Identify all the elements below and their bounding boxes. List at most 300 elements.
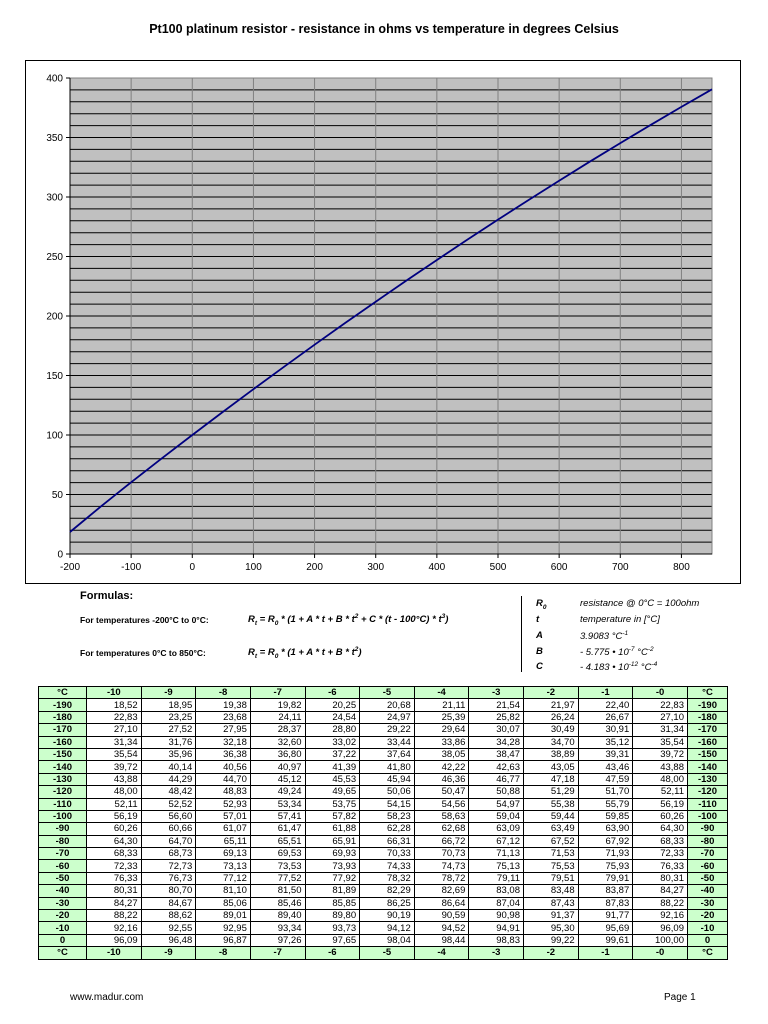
row-temperature-cell: -110 [39,798,87,810]
y-tick-label: 50 [51,490,63,501]
y-tick-label: 350 [46,133,63,144]
row-temperature-cell: -20 [688,910,728,922]
resistance-cell: 32,18 [196,736,251,748]
def-symbol-c: C [536,661,543,672]
row-temperature-cell: -30 [39,897,87,909]
resistance-cell: 30,49 [524,724,579,736]
def-symbol-a: A [536,630,543,641]
resistance-cell: 83,87 [578,885,633,897]
resistance-cell: 74,73 [414,860,469,872]
resistance-cell: 96,09 [87,934,142,946]
def-text-b: - 5.775 • $10^{-7}$ $^\circ C^{-2}$ [580,646,654,659]
resistance-cell: 57,41 [250,810,305,822]
table-header-row [39,687,728,699]
resistance-cell: 90,59 [414,910,469,922]
header-cell: -3 [469,687,524,699]
formula-range2-label: For temperatures 0°C to 850°C: [80,648,206,658]
resistance-cell: 53,75 [305,798,360,810]
resistance-cell: 56,19 [633,798,688,810]
resistance-cell: 28,37 [250,724,305,736]
row-temperature-cell: 0 [688,934,728,946]
header-cell: -10 [87,687,142,699]
resistance-cell: 91,77 [578,910,633,922]
table-row [39,934,728,946]
row-temperature-cell: -160 [688,736,728,748]
resistance-cell: 73,93 [305,860,360,872]
resistance-cell: 69,13 [196,848,251,860]
footer-cell: -3 [469,947,524,959]
resistance-cell: 72,73 [141,860,196,872]
resistance-cell: 55,38 [524,798,579,810]
resistance-cell: 92,55 [141,922,196,934]
resistance-cell: 35,54 [633,736,688,748]
resistance-cell: 77,52 [250,872,305,884]
resistance-cell: 40,56 [196,761,251,773]
header-cell: -2 [524,687,579,699]
resistance-cell: 80,31 [87,885,142,897]
resistance-cell: 27,52 [141,724,196,736]
resistance-cell: 41,39 [305,761,360,773]
row-temperature-cell: -50 [39,872,87,884]
resistance-cell: 77,12 [196,872,251,884]
resistance-cell: 98,04 [360,934,415,946]
resistance-cell: 47,59 [578,773,633,785]
chart-area [25,60,741,584]
resistance-cell: 28,80 [305,724,360,736]
resistance-cell: 59,44 [524,810,579,822]
resistance-cell: 90,98 [469,910,524,922]
footer-cell: °C [688,947,728,959]
resistance-cell: 38,05 [414,748,469,760]
resistance-cell: 95,30 [524,922,579,934]
resistance-cell: 44,70 [196,773,251,785]
resistance-cell: 27,95 [196,724,251,736]
row-temperature-cell: -60 [39,860,87,872]
resistance-cell: 78,32 [360,872,415,884]
resistance-cell: 52,93 [196,798,251,810]
table-row [39,848,728,860]
y-tick-label: 0 [57,549,63,561]
y-tick-label: 300 [46,192,63,204]
header-cell: °C [688,687,728,699]
table-row [39,885,728,897]
resistance-cell: 79,11 [469,872,524,884]
formula-range1-label: For temperatures -200°C to 0°C: [80,615,209,625]
resistance-cell: 81,10 [196,885,251,897]
header-cell: -9 [141,687,196,699]
x-tick-label: 100 [245,562,262,573]
formula-equation-1: $R_t = R_0 * (1 + A * t + B * t^2 + C * (t - 100^\circ C) * t^3)$ [248,613,449,628]
table-row [39,922,728,934]
resistance-cell: 54,15 [360,798,415,810]
row-temperature-cell: -90 [39,823,87,835]
resistance-cell: 20,25 [305,699,360,711]
resistance-cell: 77,92 [305,872,360,884]
resistance-cell: 100,00 [633,934,688,946]
resistance-cell: 76,33 [87,872,142,884]
resistance-cell: 93,73 [305,922,360,934]
resistance-cell: 96,09 [633,922,688,934]
resistance-cell: 36,38 [196,748,251,760]
resistance-cell: 66,31 [360,835,415,847]
resistance-cell: 65,51 [250,835,305,847]
y-tick-label: 150 [46,371,63,382]
resistance-cell: 74,33 [360,860,415,872]
resistance-cell: 79,91 [578,872,633,884]
resistance-cell: 65,91 [305,835,360,847]
row-temperature-cell: -110 [688,798,728,810]
row-temperature-cell: -30 [688,897,728,909]
table-row [39,724,728,736]
resistance-cell: 23,25 [141,711,196,723]
resistance-cell: 30,91 [578,724,633,736]
resistance-cell: 97,65 [305,934,360,946]
y-tick-label: 200 [46,311,63,323]
resistance-cell: 36,80 [250,748,305,760]
resistance-cell: 78,72 [414,872,469,884]
resistance-cell: 33,02 [305,736,360,748]
x-tick-label: 800 [673,562,690,573]
resistance-cell: 89,01 [196,910,251,922]
footer-cell: °C [39,947,87,959]
header-cell: -8 [196,687,251,699]
resistance-cell: 39,72 [633,748,688,760]
resistance-cell: 84,27 [633,885,688,897]
resistance-cell: 39,31 [578,748,633,760]
resistance-chart [26,61,740,583]
resistance-cell: 48,00 [87,786,142,798]
resistance-cell: 75,13 [469,860,524,872]
row-temperature-cell: -70 [688,848,728,860]
resistance-cell: 94,91 [469,922,524,934]
resistance-cell: 22,83 [87,711,142,723]
resistance-cell: 38,47 [469,748,524,760]
def-text-r0: resistance @ 0°C = 100ohm [580,598,700,609]
table-row [39,711,728,723]
row-temperature-cell: -70 [39,848,87,860]
row-temperature-cell: -120 [39,786,87,798]
resistance-cell: 87,43 [524,897,579,909]
x-tick-label: 600 [550,562,568,573]
resistance-cell: 76,73 [141,872,196,884]
resistance-cell: 67,12 [469,835,524,847]
y-tick-label: 100 [46,430,63,442]
resistance-cell: 88,22 [87,910,142,922]
footer-cell: -5 [360,947,415,959]
resistance-cell: 42,22 [414,761,469,773]
resistance-cell: 61,88 [305,823,360,835]
row-temperature-cell: -120 [688,786,728,798]
resistance-cell: 46,77 [469,773,524,785]
row-temperature-cell: -20 [39,910,87,922]
resistance-cell: 21,54 [469,699,524,711]
table-row [39,910,728,922]
resistance-cell: 24,11 [250,711,305,723]
resistance-cell: 59,04 [469,810,524,822]
resistance-cell: 81,50 [250,885,305,897]
resistance-table [38,686,728,960]
resistance-cell: 58,23 [360,810,415,822]
row-temperature-cell: -190 [39,699,87,711]
resistance-cell: 22,40 [578,699,633,711]
resistance-cell: 84,27 [87,897,142,909]
resistance-cell: 93,34 [250,922,305,934]
resistance-cell: 31,76 [141,736,196,748]
resistance-cell: 95,69 [578,922,633,934]
row-temperature-cell: -50 [688,872,728,884]
def-text-t: temperature in [°C] [580,614,660,625]
row-temperature-cell: -190 [688,699,728,711]
resistance-cell: 69,53 [250,848,305,860]
row-temperature-cell: -90 [688,823,728,835]
resistance-cell: 18,95 [141,699,196,711]
resistance-cell: 43,88 [633,761,688,773]
header-cell: -1 [578,687,633,699]
resistance-cell: 60,26 [87,823,142,835]
resistance-cell: 50,88 [469,786,524,798]
resistance-cell: 69,93 [305,848,360,860]
def-symbol-t: t [536,614,540,625]
resistance-cell: 99,22 [524,934,579,946]
resistance-cell: 53,34 [250,798,305,810]
resistance-cell: 83,48 [524,885,579,897]
resistance-cell: 82,29 [360,885,415,897]
table-row [39,835,728,847]
resistance-cell: 79,51 [524,872,579,884]
def-text-c: - 4.183 • $10^{-12}$ $^\circ C^{-4}$ [580,661,658,674]
row-temperature-cell: -170 [688,724,728,736]
resistance-cell: 47,18 [524,773,579,785]
resistance-cell: 55,79 [578,798,633,810]
row-temperature-cell: -140 [39,761,87,773]
resistance-cell: 50,47 [414,786,469,798]
resistance-cell: 57,01 [196,810,251,822]
resistance-cell: 39,72 [87,761,142,773]
resistance-cell: 76,33 [633,860,688,872]
table-row [39,897,728,909]
resistance-cell: 27,10 [633,711,688,723]
header-cell: -6 [305,687,360,699]
resistance-cell: 90,19 [360,910,415,922]
x-tick-label: 300 [367,562,385,573]
resistance-cell: 49,24 [250,786,305,798]
resistance-cell: 63,49 [524,823,579,835]
resistance-cell: 19,38 [196,699,251,711]
resistance-cell: 72,33 [633,848,688,860]
resistance-cell: 41,80 [360,761,415,773]
table-row [39,761,728,773]
resistance-cell: 33,86 [414,736,469,748]
header-cell: -7 [250,687,305,699]
table-row [39,699,728,711]
row-temperature-cell: -180 [688,711,728,723]
row-temperature-cell: -60 [688,860,728,872]
resistance-cell: 58,63 [414,810,469,822]
resistance-cell: 87,04 [469,897,524,909]
resistance-cell: 98,44 [414,934,469,946]
resistance-cell: 70,73 [414,848,469,860]
resistance-cell: 92,16 [87,922,142,934]
resistance-cell: 73,13 [196,860,251,872]
footer-cell: -4 [414,947,469,959]
resistance-cell: 88,22 [633,897,688,909]
header-cell: -0 [633,687,688,699]
resistance-cell: 26,67 [578,711,633,723]
resistance-cell: 63,09 [469,823,524,835]
resistance-cell: 62,28 [360,823,415,835]
resistance-cell: 75,93 [578,860,633,872]
resistance-cell: 88,62 [141,910,196,922]
resistance-cell: 25,82 [469,711,524,723]
resistance-cell: 98,83 [469,934,524,946]
table-row [39,872,728,884]
resistance-cell: 83,08 [469,885,524,897]
resistance-cell: 50,06 [360,786,415,798]
resistance-cell: 32,60 [250,736,305,748]
header-cell: -4 [414,687,469,699]
resistance-cell: 35,12 [578,736,633,748]
resistance-cell: 68,33 [87,848,142,860]
resistance-cell: 62,68 [414,823,469,835]
resistance-cell: 44,29 [141,773,196,785]
row-temperature-cell: -100 [39,810,87,822]
resistance-cell: 23,68 [196,711,251,723]
resistance-cell: 68,73 [141,848,196,860]
row-temperature-cell: 0 [39,934,87,946]
table-row [39,773,728,785]
table-row [39,860,728,872]
table-footer-row [39,947,728,959]
table-row [39,810,728,822]
footer-cell: -0 [633,947,688,959]
resistance-cell: 85,85 [305,897,360,909]
resistance-cell: 27,10 [87,724,142,736]
resistance-cell: 60,66 [141,823,196,835]
table-row [39,823,728,835]
resistance-cell: 94,52 [414,922,469,934]
def-symbol-b: B [536,646,543,657]
resistance-cell: 40,97 [250,761,305,773]
resistance-cell: 24,97 [360,711,415,723]
resistance-cell: 71,13 [469,848,524,860]
resistance-cell: 63,90 [578,823,633,835]
resistance-cell: 99,61 [578,934,633,946]
resistance-cell: 89,40 [250,910,305,922]
resistance-cell: 92,16 [633,910,688,922]
resistance-cell: 59,85 [578,810,633,822]
resistance-cell: 48,00 [633,773,688,785]
resistance-cell: 52,11 [87,798,142,810]
resistance-cell: 43,05 [524,761,579,773]
def-symbol-r0: $R_0$ [536,598,547,611]
resistance-cell: 31,34 [87,736,142,748]
def-text-a: 3.9083 $^\circ C^{-1}$ [580,630,629,643]
resistance-cell: 92,95 [196,922,251,934]
resistance-cell: 61,07 [196,823,251,835]
x-tick-label: 500 [489,562,507,573]
resistance-cell: 29,64 [414,724,469,736]
resistance-cell: 80,31 [633,872,688,884]
resistance-cell: 71,93 [578,848,633,860]
resistance-cell: 64,30 [633,823,688,835]
row-temperature-cell: -150 [39,748,87,760]
resistance-cell: 96,48 [141,934,196,946]
resistance-cell: 97,26 [250,934,305,946]
x-tick-label: -200 [59,562,81,573]
resistance-cell: 80,70 [141,885,196,897]
row-temperature-cell: -140 [688,761,728,773]
header-cell: °C [39,687,87,699]
x-tick-label: 400 [428,562,446,573]
resistance-cell: 64,70 [141,835,196,847]
resistance-cell: 73,53 [250,860,305,872]
resistance-cell: 96,87 [196,934,251,946]
resistance-cell: 56,19 [87,810,142,822]
resistance-cell: 29,22 [360,724,415,736]
resistance-cell: 24,54 [305,711,360,723]
resistance-cell: 45,12 [250,773,305,785]
resistance-cell: 94,12 [360,922,415,934]
page-title: Pt100 platinum resistor - resistance in ohms vs temperature in degrees Celsius [149,22,619,36]
resistance-cell: 31,34 [633,724,688,736]
resistance-cell: 75,53 [524,860,579,872]
resistance-cell: 48,83 [196,786,251,798]
resistance-cell: 61,47 [250,823,305,835]
resistance-cell: 43,46 [578,761,633,773]
footer-cell: -6 [305,947,360,959]
resistance-cell: 18,52 [87,699,142,711]
formula-equation-2: $R_t = R_0 * (1 + A * t + B * t^2)$ [248,646,362,661]
footer-page-number: Page 1 [664,992,696,1003]
resistance-cell: 45,94 [360,773,415,785]
row-temperature-cell: -40 [39,885,87,897]
resistance-cell: 51,29 [524,786,579,798]
footer-website: www.madur.com [70,992,144,1003]
x-tick-label: 700 [611,562,629,573]
resistance-cell: 70,33 [360,848,415,860]
resistance-cell: 46,36 [414,773,469,785]
resistance-cell: 85,46 [250,897,305,909]
resistance-cell: 37,64 [360,748,415,760]
resistance-cell: 54,56 [414,798,469,810]
row-temperature-cell: -160 [39,736,87,748]
resistance-cell: 30,07 [469,724,524,736]
resistance-cell: 37,22 [305,748,360,760]
row-temperature-cell: -40 [688,885,728,897]
row-temperature-cell: -10 [39,922,87,934]
resistance-cell: 51,70 [578,786,633,798]
resistance-cell: 26,24 [524,711,579,723]
y-tick-label: 400 [46,73,63,85]
resistance-cell: 82,69 [414,885,469,897]
footer-cell: -9 [141,947,196,959]
table-row [39,798,728,810]
resistance-cell: 34,28 [469,736,524,748]
resistance-cell: 71,53 [524,848,579,860]
resistance-cell: 68,33 [633,835,688,847]
row-temperature-cell: -10 [688,922,728,934]
resistance-cell: 25,39 [414,711,469,723]
resistance-cell: 67,52 [524,835,579,847]
x-tick-label: 0 [189,562,196,573]
row-temperature-cell: -100 [688,810,728,822]
resistance-cell: 67,92 [578,835,633,847]
resistance-cell: 81,89 [305,885,360,897]
resistance-cell: 21,11 [414,699,469,711]
row-temperature-cell: -150 [688,748,728,760]
resistance-cell: 35,96 [141,748,196,760]
table-row [39,748,728,760]
